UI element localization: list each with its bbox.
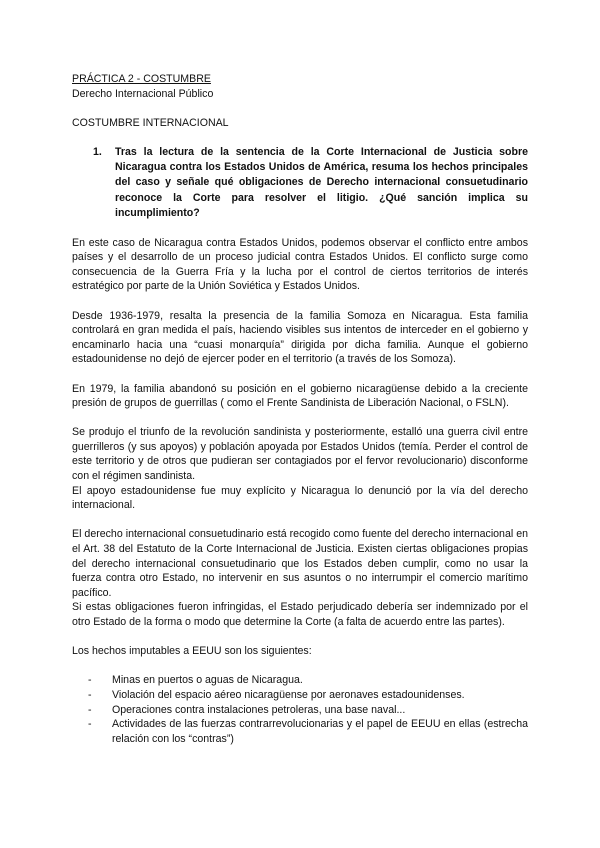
section-title: COSTUMBRE INTERNACIONAL <box>72 116 229 129</box>
list-marker: - <box>88 674 92 687</box>
practice-title: PRÁCTICA 2 - COSTUMBRE <box>72 73 211 85</box>
paragraph-support: El apoyo estadounidense fue muy explícito y Nicaragua lo denunció por la vía del derecho internacional. <box>72 484 528 512</box>
paragraph-1979: En 1979, la familia abandonó su posición en el gobierno nicaragüense debido a la creciente presión de grupos de guerrillas ( como el Frente Sandinista de Liberación Nacional, o FSLN). <box>72 382 528 410</box>
list-item <box>88 688 528 703</box>
list-item <box>88 703 528 718</box>
paragraph-customary-law: El derecho internacional consuetudinario está recogido como fuente del derecho internacional en el Art. 38 del Estatuto de la Corte Internacional de Justicia. Existen ciertas obligaciones propias del derecho internacional consuetudinario que los Estados deben cumplir, como no usar la fuerza contra otro Estado, no intervenir en sus asuntos o no interrumpir el comercio marítimo pacífico. <box>72 528 528 599</box>
question-text: Tras la lectura de la sentencia de la Corte Internacional de Justicia sobre Nicaragua contra los Estados Unidos de América, resuma los hechos principales del caso y señale qué obligaciones de Derecho internacional consuetudinario reconoce la Corte para resolver el litigio. ¿Qué sanción implica su incumplimiento? <box>115 145 528 219</box>
facts-list <box>72 673 528 746</box>
list-item-text: Actividades de las fuerzas contrarrevolucionarias y el papel de EEUU en ellas (estrecha relación con los “contras”) <box>112 718 528 745</box>
paragraph-sanction: Si estas obligaciones fueron infringidas, el Estado perjudicado debería ser indemnizado por el otro Estado de la forma o modo que determine la Corte (a falta de acuerdo entre las partes). <box>72 601 528 629</box>
question-item <box>93 145 528 221</box>
list-marker: - <box>88 688 92 701</box>
list-item-text: Violación del espacio aéreo nicaragüense por aeronaves estadounidenses. <box>112 688 465 701</box>
paragraph-revolution: Se produjo el triunfo de la revolución sandinista y posteriormente, estalló una guerra civil entre guerrilleros (y sus apoyos) y población apoyada por Estados Unidos (temía. Perder el control de este territorio y de otros que pudieran ser contagiados por el fervor revolucionario) disconforme con el régimen sandinista. <box>72 426 528 483</box>
document-page <box>72 72 528 746</box>
list-item <box>88 717 528 746</box>
list-item-text: Operaciones contra instalaciones petroleras, una base naval... <box>112 703 406 716</box>
list-marker: - <box>88 718 92 731</box>
course-subject: Derecho Internacional Público <box>72 87 214 100</box>
paragraph-facts-intro: Los hechos imputables a EEUU son los siguientes: <box>72 645 312 658</box>
paragraph-intro: En este caso de Nicaragua contra Estados Unidos, podemos observar el conflicto entre ambos países y el desarrollo de un proceso judicial contra Estados Unidos. El conflicto surge como consecuencia de la Guerra Fría y la lucha por el control de ciertos territorios de interés estratégico por parte de la Unión Soviética y Estados Unidos. <box>72 236 528 293</box>
question-number: 1. <box>93 145 102 158</box>
paragraph-somoza: Desde 1936-1979, resalta la presencia de la familia Somoza en Nicaragua. Esta familia controlará en gran medida el país, haciendo visibles sus intentos de interceder en el gobierno y encaminarlo hacia una “cuasi monarquía” dirigida por dicha familia. Aunque el gobierno estadounidense no dejó de ejercer poder en el territorio (a través de los Somoza). <box>72 309 528 366</box>
list-marker: - <box>88 703 92 716</box>
list-item <box>88 673 528 688</box>
list-item-text: Minas en puertos o aguas de Nicaragua. <box>112 674 303 687</box>
